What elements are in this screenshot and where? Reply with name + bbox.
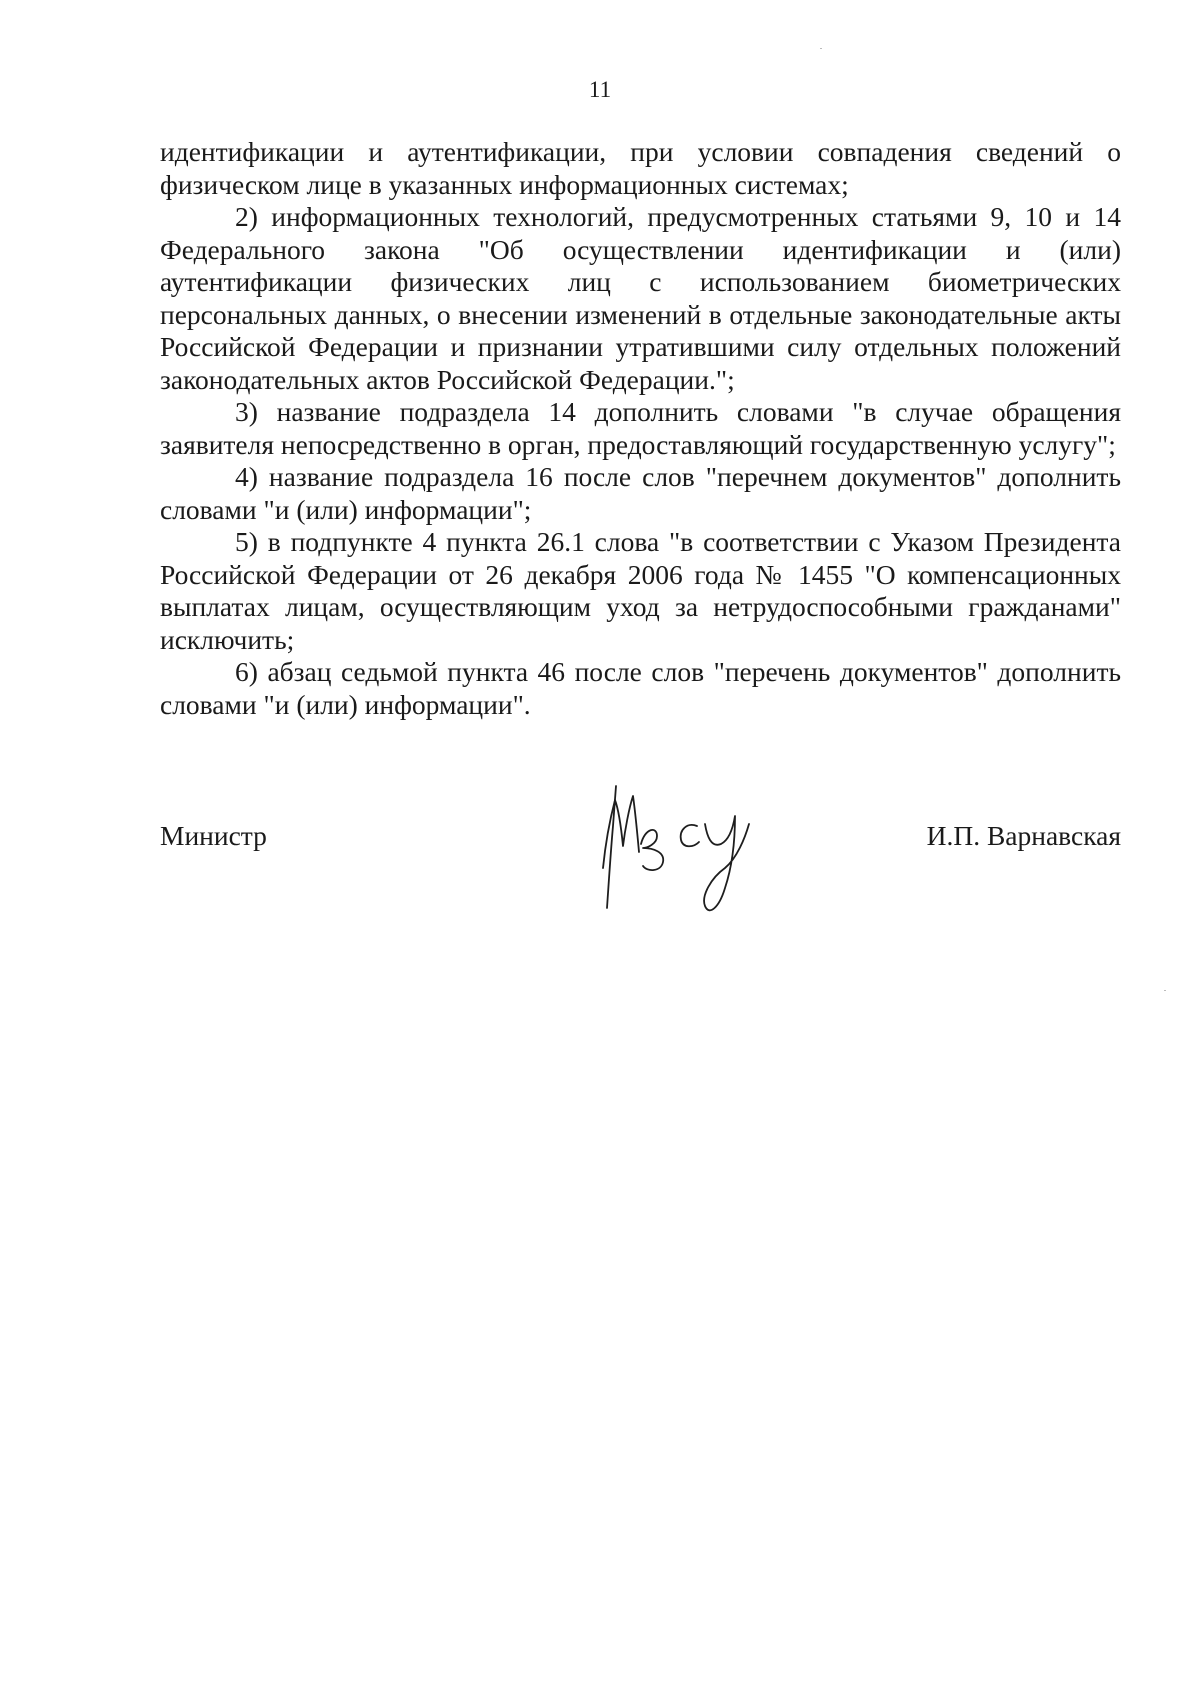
handwritten-signature-icon <box>585 768 775 928</box>
paragraph-item-4: 4) название подраздела 16 после слов "перечнем документов" дополнить словами "и (или) информации"; <box>160 461 1121 525</box>
document-body <box>160 136 1121 721</box>
paragraph-item-6: 6) абзац седьмой пункта 46 после слов "перечень документов" дополнить словами "и (или) информации". <box>160 656 1121 720</box>
paragraph-item-2: 2) информационных технологий, предусмотренных статьями 9, 10 и 14 Федерального закона "Об осуществлении идентификации и (или) аутентификации физических лиц с использованием биометрических персональных данных, о внесении изменений в отдельные законодательные акты Российской Федерации и признании утратившими силу отдельных положений законодательных актов Российской Федерации."; <box>160 201 1121 395</box>
signature-block <box>160 768 1121 928</box>
scan-speck <box>1164 990 1166 991</box>
paragraph-item-5: 5) в подпункте 4 пункта 26.1 слова "в соответствии с Указом Президента Российской Федерации от 26 декабря 2006 года № 1455 "О компенсационных выплатах лицам, осуществляющим уход за нетрудоспособными гражданами" исключить; <box>160 526 1121 655</box>
paragraph-continuation: идентификации и аутентификации, при условии совпадения сведений о физическом лице в указанных информационных системах; <box>160 136 1121 200</box>
page-number: 11 <box>588 77 612 102</box>
signer-name: И.П. Варнавская <box>926 820 1121 851</box>
paragraph-item-3: 3) название подраздела 14 дополнить словами "в случае обращения заявителя непосредственно в орган, предоставляющий государственную услугу"; <box>160 396 1121 460</box>
signer-title: Министр <box>160 820 267 851</box>
scan-speck <box>820 48 822 49</box>
